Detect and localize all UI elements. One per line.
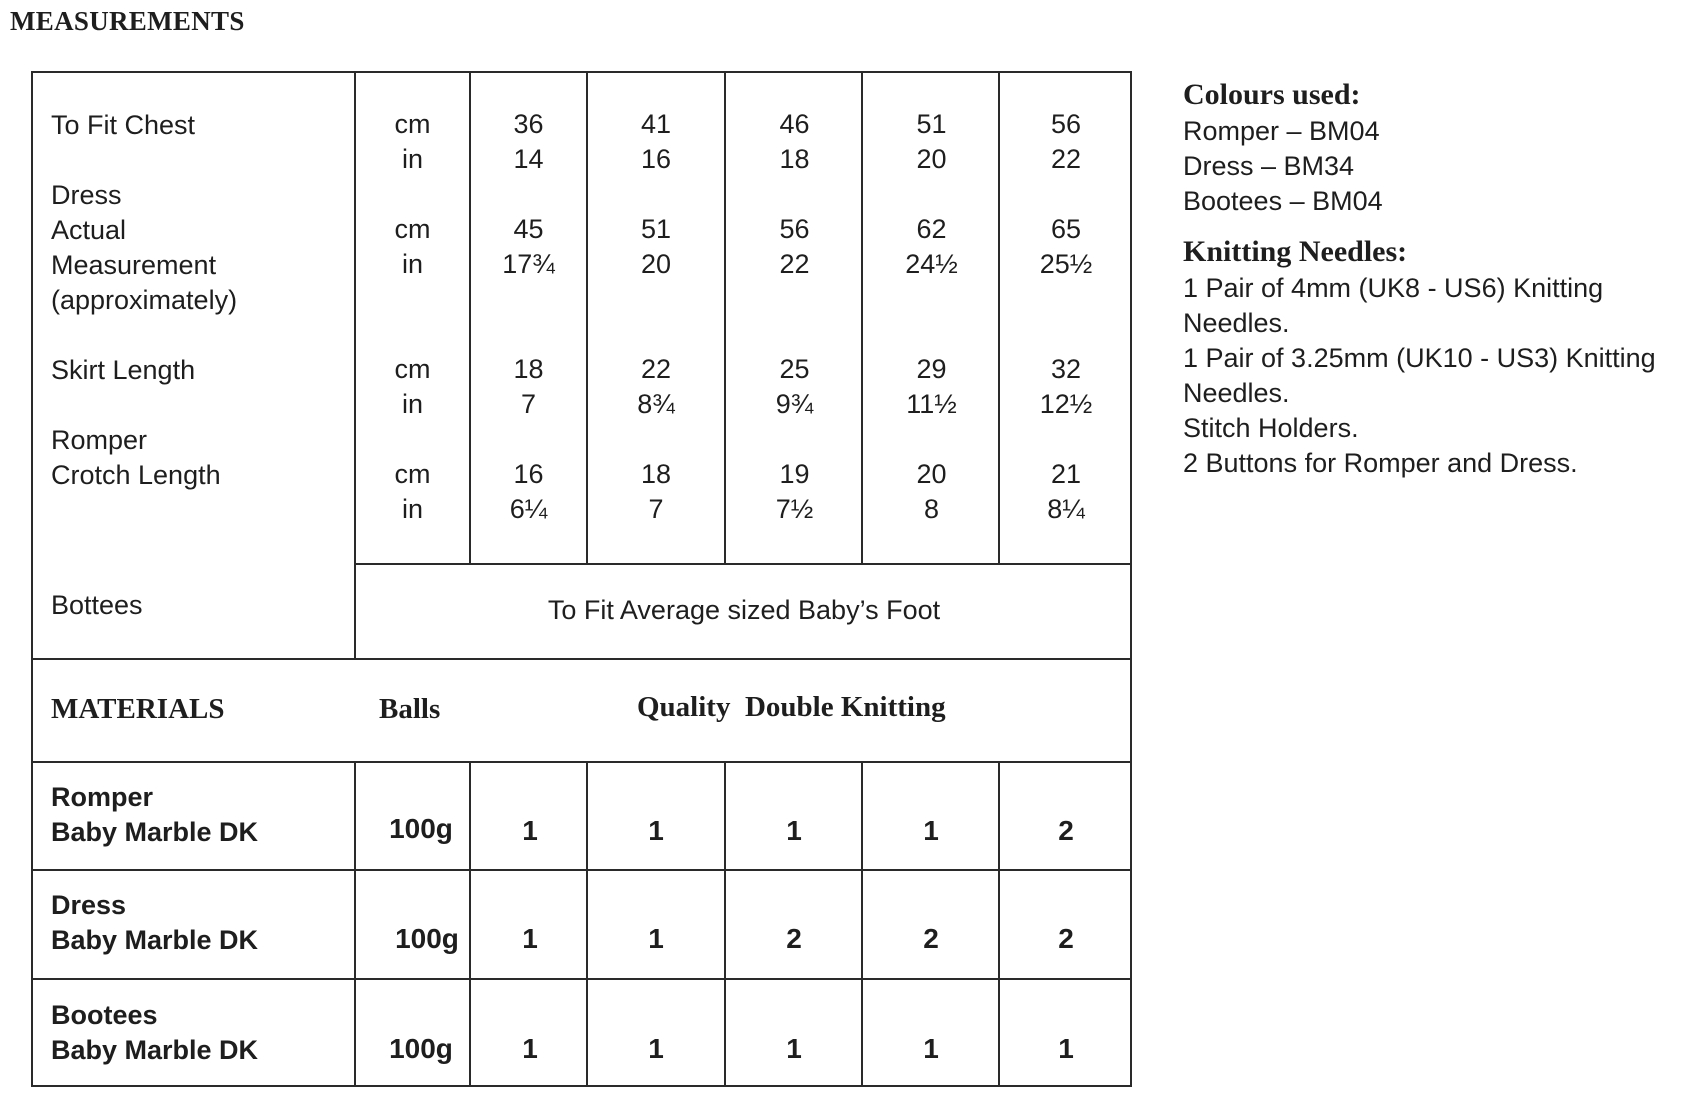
needles-line: Needles.	[1183, 308, 1290, 338]
value-cell: 22	[1050, 144, 1082, 174]
side-panel	[1183, 76, 1693, 481]
needles-line: 2 Buttons for Romper and Dress.	[1183, 448, 1578, 478]
divider	[354, 563, 1132, 565]
divider	[861, 761, 863, 1087]
balls-count: 1	[522, 815, 538, 846]
row-label-romper: Romper	[51, 425, 148, 455]
value-cell: 22	[640, 354, 672, 384]
material-weight: 100g	[389, 813, 453, 844]
balls-count: 2	[1058, 923, 1074, 954]
value-cell: 56	[1050, 109, 1082, 139]
value-cell: 16	[640, 144, 672, 174]
value-cell: 18	[779, 144, 810, 174]
value-cell: 17¾	[502, 249, 555, 279]
value-cell: 16	[513, 459, 544, 489]
balls-count: 1	[1058, 1033, 1074, 1064]
divider	[724, 761, 726, 1087]
needles-line: 1 Pair of 3.25mm (UK10 - US3) Knitting	[1183, 343, 1656, 373]
value-cell: 20	[640, 249, 672, 279]
value-cell: 18	[640, 459, 672, 489]
value-cell: 24½	[905, 249, 958, 279]
value-cell: 6¼	[509, 494, 548, 524]
colour-item: Dress – BM34	[1183, 151, 1355, 181]
divider	[33, 978, 1132, 980]
unit-in: in	[401, 249, 423, 279]
balls-count: 1	[786, 815, 802, 846]
row-label-dress: Measurement	[51, 250, 217, 280]
unit-cm: cm	[394, 214, 431, 244]
row-label-skirt: Skirt Length	[51, 355, 196, 385]
needles-line: Stitch Holders.	[1183, 413, 1359, 443]
balls-count: 1	[522, 923, 538, 954]
balls-count: 2	[786, 923, 802, 954]
row-label-dress: (approximately)	[51, 285, 238, 315]
value-cell: 8	[923, 494, 940, 524]
measurements-table	[31, 71, 1132, 1087]
material-name: Bootees	[51, 1000, 158, 1030]
value-cell: 20	[916, 144, 947, 174]
unit-in: in	[401, 494, 423, 524]
row-label-bootees: Bottees	[51, 590, 143, 620]
value-cell: 62	[916, 214, 947, 244]
value-cell: 7½	[775, 494, 814, 524]
row-label-chest: To Fit Chest	[51, 110, 196, 140]
value-cell: 22	[779, 249, 810, 279]
material-weight: 100g	[395, 923, 459, 954]
value-cell: 8¼	[1047, 494, 1085, 524]
value-cell: 7	[648, 494, 664, 524]
value-cell: 25½	[1039, 249, 1093, 279]
value-cell: 14	[513, 144, 544, 174]
value-cell: 65	[1050, 214, 1082, 244]
value-cell: 41	[640, 109, 672, 139]
material-name: Dress	[51, 890, 127, 920]
divider	[586, 761, 588, 1087]
balls-count: 2	[923, 923, 939, 954]
value-cell: 45	[513, 214, 544, 244]
row-label-dress: Actual	[51, 215, 127, 245]
value-cell: 56	[779, 214, 810, 244]
material-name: Romper	[51, 782, 154, 812]
materials-heading: MATERIALS	[51, 693, 225, 725]
material-yarn: Baby Marble DK	[51, 1035, 259, 1065]
balls-count: 1	[648, 815, 664, 846]
unit-in: in	[401, 389, 423, 419]
balls-count: 1	[648, 1033, 664, 1064]
divider	[33, 658, 1132, 660]
unit-in: in	[401, 144, 423, 174]
colours-heading: Colours used:	[1183, 78, 1361, 111]
material-weight: 100g	[389, 1033, 453, 1064]
needles-heading: Knitting Needles:	[1183, 235, 1408, 268]
quality-header: Quality Double Knitting	[637, 691, 946, 723]
value-cell: 9¾	[775, 389, 814, 419]
value-cell: 18	[513, 354, 544, 384]
value-cell: 20	[916, 459, 947, 489]
value-cell: 19	[779, 459, 810, 489]
value-cell: 46	[779, 109, 810, 139]
balls-count: 1	[923, 815, 939, 846]
balls-count: 1	[923, 1033, 939, 1064]
colour-item: Bootees – BM04	[1183, 186, 1383, 216]
value-cell: 25	[779, 354, 810, 384]
colour-item: Romper – BM04	[1183, 116, 1380, 146]
divider	[33, 869, 1132, 871]
material-yarn: Baby Marble DK	[51, 925, 259, 955]
unit-cm: cm	[394, 354, 431, 384]
value-cell: 51	[916, 109, 947, 139]
value-cell: 51	[640, 214, 672, 244]
unit-cm: cm	[394, 109, 431, 139]
balls-count: 1	[522, 1033, 538, 1064]
row-label-dress: Dress	[51, 180, 122, 210]
value-cell: 12½	[1039, 389, 1093, 419]
value-cell: 7	[520, 389, 537, 419]
divider	[354, 761, 356, 1087]
divider	[33, 761, 1132, 763]
value-cell: 11½	[906, 389, 957, 419]
bootees-text: To Fit Average sized Baby’s Foot	[547, 595, 941, 625]
value-cell: 29	[916, 354, 947, 384]
balls-count: 1	[648, 923, 664, 954]
balls-count: 2	[1058, 815, 1074, 846]
row-label-romper: Crotch Length	[51, 460, 221, 490]
value-cell: 8¾	[637, 389, 675, 419]
divider	[998, 761, 1000, 1087]
unit-cm: cm	[394, 459, 431, 489]
value-cell: 32	[1050, 354, 1082, 384]
balls-count: 1	[786, 1033, 802, 1064]
divider	[469, 761, 471, 1087]
material-yarn: Baby Marble DK	[51, 817, 259, 847]
value-cell: 36	[513, 109, 544, 139]
balls-header: Balls	[379, 693, 441, 725]
value-cell: 21	[1050, 459, 1082, 489]
needles-line: Needles.	[1183, 378, 1290, 408]
needles-line: 1 Pair of 4mm (UK8 - US6) Knitting	[1183, 273, 1604, 303]
page-title: MEASUREMENTS	[10, 6, 245, 36]
